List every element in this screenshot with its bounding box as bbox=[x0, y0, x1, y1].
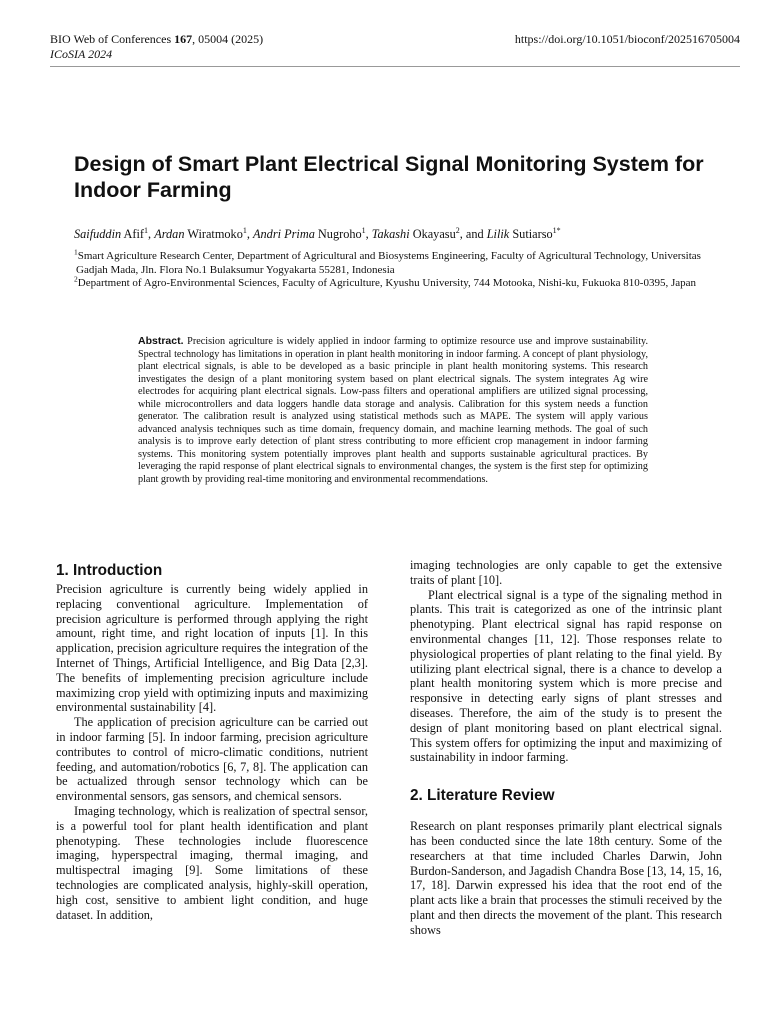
section-heading-introduction: 1. Introduction bbox=[56, 562, 163, 579]
affiliations bbox=[74, 247, 714, 291]
paper-title: Design of Smart Plant Electrical Signal Monitoring System for Indoor Farming bbox=[74, 152, 704, 202]
author: Takashi Okayasu$^2$, and bbox=[371, 225, 487, 241]
paragraph: Plant electrical signal is a type of the signaling method in plants. This trait is categorized as one of the intrinsic plant phenotyping. Plant electrical signal has rapid response on environmental changes [11, 12]. Those responses relate to physiological properties of plant relating to the final yield. By utilizing plant electrical signal, there is a chance to develop a plant health monitoring system which is more precise and responsive in detecting early signs of plant stresses and diseases. Therefore, the aim of the study is to present the design of plant monitoring based on plant electrical signal. This system offers for optimizing the input and maximizing of sustainability in indoor farming. bbox=[410, 587, 722, 765]
author: Ardan Wiratmoko$^1$, bbox=[154, 225, 254, 241]
header-divider bbox=[50, 66, 740, 67]
paragraph: The application of precision agriculture can be carried out in indoor farming [5]. In indoor farming, precision agriculture contributes to control of micro-climatic conditions, nutrient feeding, and automation/robotics [6, 7, 8]. The application can be actualized through sensor technology which can be environmental sensors, gas sensors, and chemical sensors. bbox=[56, 715, 368, 804]
doi-link[interactable]: https://doi.org/10.1051/bioconf/202516705004 bbox=[514, 32, 740, 46]
abstract-text: Precision agriculture is widely applied in indoor farming to optimize resource use and improve sustainability. Spectral technology has limitations in operation in plant health monitoring in indoor farming. A concept of plant physiology, plant electrical signals, is able to be developed as a basic principle in plant health monitoring systems. This research investigates the design of a plant monitoring system based on plant electrical signals. The system integrates Ag wire electrodes for acquiring plant electrical signals. Low-pass filters and operational amplifiers are utilized signal processing, while microcontrollers and data loggers handle data storage and analysis. Calibration for this system needs a function generator. The calibration result is analyzed using statistical methods such as MAPE. The system will apply various advanced analysis techniques such as time domain, frequency domain, and machine learning methods. The goal of such analysis is to improve early detection of plant stress contributing to more efficient crop management in indoor farming systems. This monitoring system potentially improves plant health and supports sustainable agricultural practices. By leveraging the rapid response of plant electrical signals to environmental changes, the system is the first step for optimizing plant growth by providing real-time monitoring and environmental recommendations. bbox=[138, 336, 648, 485]
paragraph: Precision agriculture is currently being widely applied in replacing conventional agriculture. Implementation of precision agriculture is performed through applying the right amount, right time, and right location of inputs [1]. In this application, precision agriculture requires the integration of the Internet of Things, Artificial Intelligence, and Big Data [2,3]. The benefits of implementing precision agriculture include maximizing crop yield with optimizing inputs and maximizing environmental sustainability [4]. bbox=[56, 582, 368, 715]
right-column bbox=[410, 558, 722, 938]
journal-citation: BIO Web of Conferences 167, 05004 (2025) ICoSIA 2024 bbox=[50, 32, 264, 61]
affiliation-item: $^2$Department of Agro-Environmental Sciences, Faculty of Agriculture, Kyushu University, 744 Motooka, Nishi-ku, Fukuoka 810-0395, Japan bbox=[74, 274, 696, 290]
paragraph: Research on plant responses primarily plant electrical signals has been conducted since the late 18th century. Some of the researchers at that time included Charles Darwin, John Burdon-Sanderson, and Jagadish Chandra Bose [13, 14, 15, 16, 17, 18]. Darwin expressed his idea that the root end of the plant acts like a brain that processes the stimuli received by the plant and then directs the movement of the plant. This research shows bbox=[410, 819, 722, 937]
author: Andri Prima Nugroho$^1$, bbox=[253, 225, 372, 241]
author: Saifuddin Afif$^1$, bbox=[74, 225, 155, 241]
affiliation-item: $^1$Smart Agriculture Research Center, Department of Agricultural and Biosystems Engineering, Faculty of Agricultural Technology, Universitas Gadjah Mada, Jln. Flora No.1 Bulaksumur Yogyakarta 55281, Indonesia bbox=[74, 247, 701, 276]
paragraph: Imaging technology, which is realization of spectral sensor, is a powerful tool for plant health identification and plant phenotyping. These technologies include fluorescence imaging, hyperspectral imaging, thermal imaging, and multispectral imaging [9]. Some limitations of these technologies are complicated analysis, highly-skill operation, high cost, sensitive to ambient light condition, and huge dataset. In addition, bbox=[56, 803, 368, 922]
conference-name: ICoSIA 2024 bbox=[50, 47, 113, 61]
author: Lilik Sutiarso$^{1*}$ bbox=[486, 225, 561, 241]
volume-number: 167 bbox=[174, 32, 193, 46]
section-heading-literature-review: 2. Literature Review bbox=[410, 787, 555, 805]
abstract bbox=[138, 335, 648, 486]
left-column bbox=[56, 562, 368, 922]
paragraph: imaging technologies are only capable to get the extensive traits of plant [10]. bbox=[410, 558, 722, 587]
author-list bbox=[74, 226, 734, 242]
abstract-label: Abstract. bbox=[138, 335, 184, 347]
